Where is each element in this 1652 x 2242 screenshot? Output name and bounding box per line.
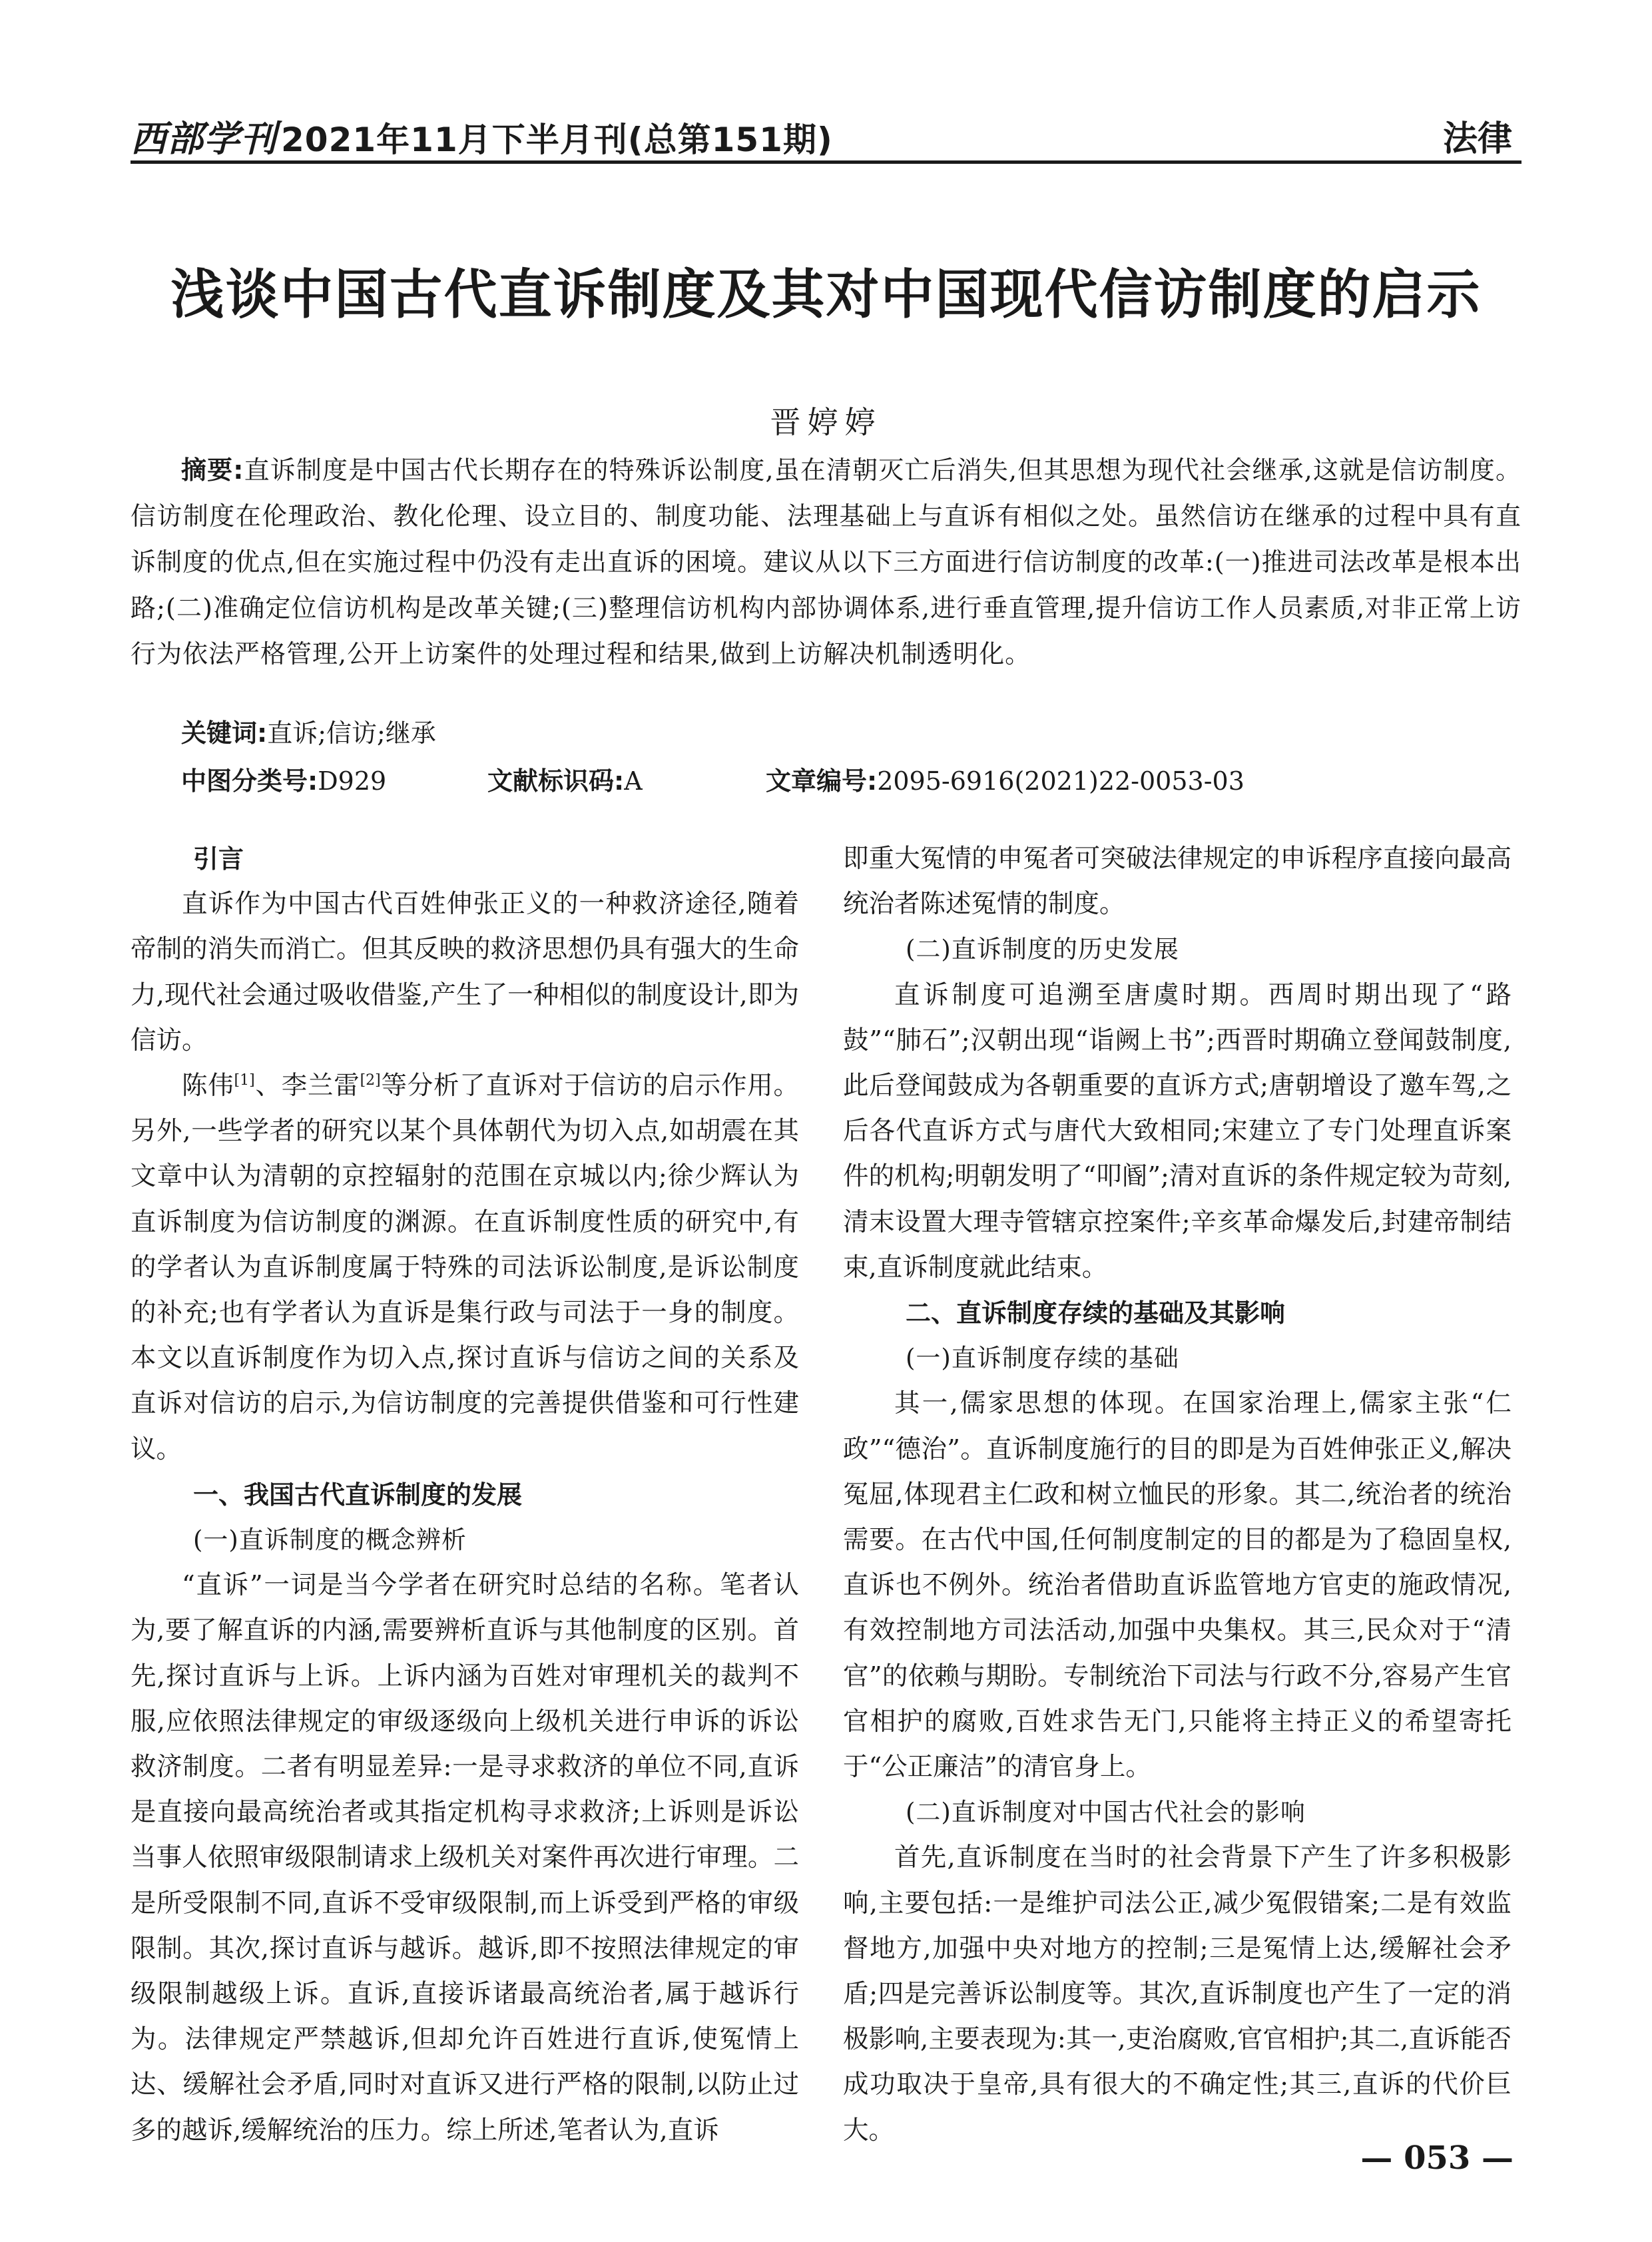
subheading-1-1: (一)直诉制度的概念辨析 xyxy=(193,1526,467,1555)
body-column-left xyxy=(131,836,799,2153)
abstract-label: 摘要: xyxy=(181,455,244,485)
paragraph-influence: 首先,直诉制度在当时的社会背景下产生了许多积极影响,主要包括:一是维护司法公正,减少冤假错案;二是有效监督地方,加强中央对地方的控制;三是冤情上达,缓解社会矛盾;四是完善诉讼制度等。其次,直诉制度也产生了一定的消极影响,主要表现为:其一,吏治腐败,官官相护;其二,直诉能否成功取决于皇帝,具有很大的不确定性;其三,直诉的代价巨大。 xyxy=(843,1842,1512,2145)
clc-label: 中图分类号: xyxy=(181,766,318,796)
paragraph-history: 直诉制度可追溯至唐虞时期。西周时期出现了“路鼓”“肺石”;汉朝出现“诣阙上书”;西晋时期确立登闻鼓制度,此后登闻鼓成为各朝重要的直诉方式;唐朝增设了邀车驾,之后各代直诉方式与唐代大致相同;宋建立了专门处理直诉案件的机构;明朝发明了“叩阍”;清对直诉的条件规定较为苛刻,清末设置大理寺管辖京控案件;辛亥革命爆发后,封建帝制结束,直诉制度就此结束。 xyxy=(843,980,1512,1282)
issue-info: 2021年11月下半月刊(总第151期) xyxy=(281,121,833,159)
citation-1: [1] xyxy=(234,1072,255,1089)
keywords-text: 直诉;信访;继承 xyxy=(267,718,436,748)
subheading-2-1: (一)直诉制度存续的基础 xyxy=(906,1344,1179,1373)
doc-code-label: 文献标识码: xyxy=(487,766,625,796)
citation-2: [2] xyxy=(360,1072,381,1089)
article-no-value: 2095-6916(2021)22-0053-03 xyxy=(877,766,1244,796)
clc-value: D929 xyxy=(318,766,387,796)
subheading-2-2: (二)直诉制度对中国古代社会的影响 xyxy=(906,1798,1306,1827)
body-column-right xyxy=(843,836,1512,2153)
paragraph-intro-2 xyxy=(131,1063,799,1472)
page-number: — 053 — xyxy=(1360,2139,1514,2177)
paragraph-basis: 其一,儒家思想的体现。在国家治理上,儒家主张“仁政”“德治”。直诉制度施行的目的即是为百姓伸张正义,解决冤屈,体现君主仁政和树立恤民的形象。其二,统治者的统治需要。在古代中国,任何制度制定的目的都是为了稳固皇权,直诉也不例外。统治者借助直诉监管地方官吏的施政情况,有效控制地方司法活动,加强中央集权。其三,民众对于“清官”的依赖与期盼。专制统治下司法与行政不分,容易产生官官相护的腐败,百姓求告无门,只能将主持正义的希望寄托于“公正廉洁”的清官身上。 xyxy=(843,1388,1512,1783)
article-no-label: 文章编号: xyxy=(766,766,878,796)
heading-section-2: 二、直诉制度存续的基础及其影响 xyxy=(906,1298,1286,1328)
paragraph-intro-2-body: 等分析了直诉对于信访的启示作用。另外,一些学者的研究以某个具体朝代为切入点,如胡震在其文章中认为清朝的京控辐射的范围在京城以内;徐少辉认为直诉制度为信访制度的渊源。在直诉制度性质的研究中,有的学者认为直诉制度属于特殊的司法诉讼制度,是诉讼制度的补充;也有学者认为直诉是集行政与司法于一身的制度。本文以直诉制度作为切入点,探讨直诉与信访之间的关系及直诉对信访的启示,为信访制度的完善提供借鉴和可行性建议。 xyxy=(131,1071,799,1464)
article-no-item xyxy=(766,760,1244,797)
subheading-1-2: (二)直诉制度的历史发展 xyxy=(906,935,1179,964)
journal-issue-header xyxy=(131,111,833,162)
heading-intro: 引言 xyxy=(193,844,244,874)
author-name: 晋婷婷 xyxy=(770,404,882,440)
classification-row xyxy=(181,760,1244,797)
author-ref-chen: 陈伟 xyxy=(182,1071,234,1101)
journal-logo: 西部学刊 xyxy=(131,117,277,160)
abstract xyxy=(131,447,1521,677)
article-title: 浅谈中国古代直诉制度及其对中国现代信访制度的启示 xyxy=(170,264,1482,326)
keywords-row xyxy=(181,712,436,749)
author-ref-li: 、李兰雷 xyxy=(254,1071,360,1101)
header-rule xyxy=(131,160,1521,164)
clc-item xyxy=(181,760,487,797)
section-label: 法律 xyxy=(1442,119,1512,159)
abstract-text: 直诉制度是中国古代长期存在的特殊诉讼制度,虽在清朝灭亡后消失,但其思想为现代社会继承,这就是信访制度。信访制度在伦理政治、教化伦理、设立目的、制度功能、法理基础上与直诉有相似之处。虽然信访在继承的过程中具有直诉制度的优点,但在实施过程中仍没有走出直诉的困境。建议从以下三方面进行信访制度的改革:(一)推进司法改革是根本出路;(二)准确定位信访机构是改革关键;(三)整理信访机构内部协调体系,进行垂直管理,提升信访工作人员素质,对非正常上访行为依法严格管理,公开上访案件的处理过程和结果,做到上访解决机制透明化。 xyxy=(131,455,1521,669)
doc-code-item xyxy=(487,760,766,797)
doc-code-value: A xyxy=(624,766,643,796)
paragraph-intro-1: 直诉作为中国古代百姓伸张正义的一种救济途径,随着帝制的消失而消亡。但其反映的救济思想仍具有强大的生命力,现代社会通过吸收借鉴,产生了一种相似的制度设计,即为信访。 xyxy=(131,889,799,1055)
paragraph-concept-continued: 即重大冤情的申冤者可突破法律规定的申诉程序直接向最高统治者陈述冤情的制度。 xyxy=(843,844,1512,920)
paragraph-concept: “直诉”一词是当今学者在研究时总结的名称。笔者认为,要了解直诉的内涵,需要辨析直诉与其他制度的区别。首先,探讨直诉与上诉。上诉内涵为百姓对审理机关的裁判不服,应依照法律规定的审级逐级向上级机关进行申诉的诉讼救济制度。二者有明显差异:一是寻求救济的单位不同,直诉是直接向最高统治者或其指定机构寻求救济;上诉则是诉讼当事人依照审级限制请求上级机关对案件再次进行审理。二是所受限制不同,直诉不受审级限制,而上诉受到严格的审级限制。其次,探讨直诉与越诉。越诉,即不按照法律规定的审级限制越级上诉。直诉,直接诉诸最高统治者,属于越诉行为。法律规定严禁越诉,但却允许百姓进行直诉,使冤情上达、缓解社会矛盾,同时对直诉又进行严格的限制,以防止过多的越诉,缓解统治的压力。综上所述,笔者认为,直诉 xyxy=(131,1570,799,2145)
keywords-label: 关键词: xyxy=(181,718,268,748)
heading-section-1: 一、我国古代直诉制度的发展 xyxy=(193,1480,523,1510)
